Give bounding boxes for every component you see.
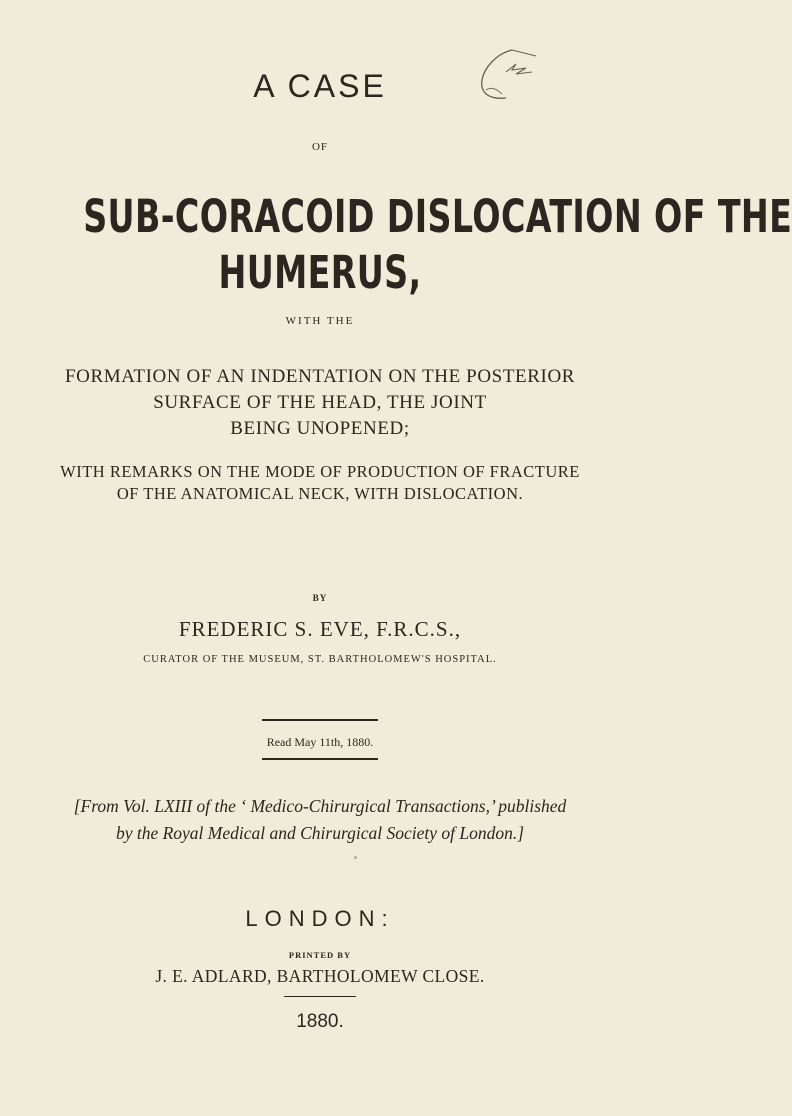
paper-speck [354,856,357,859]
main-title-line-2: HUMERUS, [218,246,422,299]
library-stamp-mark [472,46,538,106]
divider-top [262,719,378,721]
source-note-line-1: [From Vol. LXIII of the ‘ Medico-Chirurgical Transactions,’ published [73,796,567,816]
subtitle-line-3: BEING UNOPENED; [230,418,410,439]
main-title-line-1: SUB-CORACOID DISLOCATION OF THE [83,190,792,243]
read-date: Read May 11th, 1880. [266,735,374,749]
of-label: OF [311,141,329,153]
remarks-line-1: WITH REMARKS ON THE MODE OF PRODUCTION OF FRACTURE [60,462,580,481]
heading: A CASE [253,68,387,104]
divider-year [284,996,356,997]
divider-bottom [262,758,378,760]
by-label: BY [312,593,328,603]
publication-year: 1880. [296,1011,344,1032]
author-name: FREDERIC S. EVE, F.R.C.S., [178,617,462,641]
with-the-label: WITH THE [285,315,355,327]
printed-by-label: PRINTED BY [288,950,352,960]
printer-name: J. E. ADLARD, BARTHOLOMEW CLOSE. [155,966,485,986]
subtitle-line-1: FORMATION OF AN INDENTATION ON THE POSTERIOR [64,366,576,387]
remarks-line-2: OF THE ANATOMICAL NECK, WITH DISLOCATION. [116,484,524,503]
subtitle-line-2: SURFACE OF THE HEAD, THE JOINT [153,392,487,413]
source-note-line-2: by the Royal Medical and Chirurgical Society of London.] [115,823,525,843]
author-title: CURATOR OF THE MUSEUM, ST. BARTHOLOMEW'S HOSPITAL. [143,654,497,665]
place-of-publication: LONDON: [245,906,395,931]
